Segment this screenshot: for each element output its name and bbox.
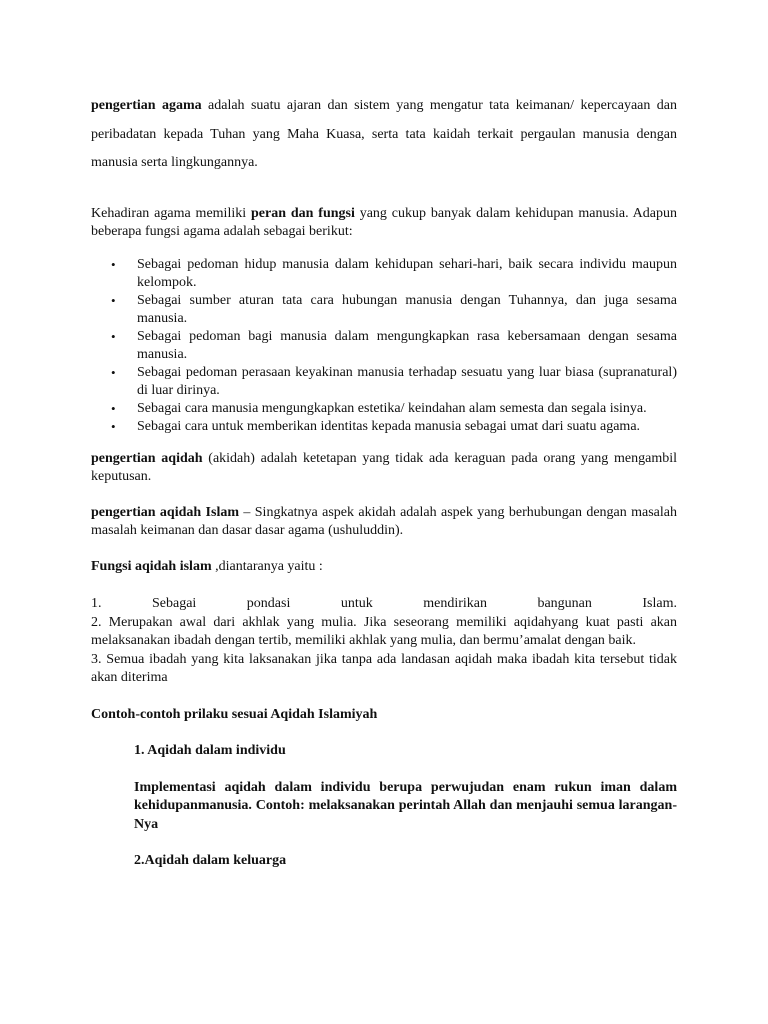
list-item: • Sebagai cara untuk memberikan identitas kepada manusia sebagai umat dari suatu agama.	[91, 418, 677, 436]
fungsi-agama-text-before: Kehadiran agama memiliki	[91, 205, 251, 221]
list-item: • Sebagai pedoman hidup manusia dalam kehidupan sehari-hari, baik secara individu maupun kelompok.	[91, 256, 677, 292]
term-pengertian-aqidah-islam: pengertian aqidah Islam	[91, 504, 240, 520]
item1-word: mendirikan	[423, 596, 487, 611]
numbered-item-2: 2. Merupakan awal dari akhlak yang mulia. Jika seseorang memiliki aqidahyang kuat pasti akan melaksanakan ibadah dengan tertib, memiliki akhlak yang mulia, dan bermu’amalat dengan baik.	[91, 614, 677, 648]
term-pengertian-agama: pengertian agama	[91, 98, 202, 113]
list-item: • Sebagai cara manusia mengungkapkan estetika/ keindahan alam semesta dan segala isinya.	[91, 400, 677, 418]
fungsi-agama-text-after: yang cukup banyak dalam kehidupan manusia. Adapun beberapa fungsi agama adalah sebagai berikut:	[91, 205, 677, 239]
numbered-item-1	[91, 595, 677, 614]
subheading-aqidah-individu: 1. Aqidah dalam individu	[134, 743, 286, 758]
paragraph-pengertian-aqidah	[91, 450, 677, 487]
item1-word: bangunan	[537, 596, 592, 611]
paragraph-fungsi-agama-intro	[91, 205, 677, 242]
paragraph-pengertian-aqidah-islam	[91, 504, 677, 541]
paragraph-fungsi-aqidah-heading	[91, 558, 677, 577]
item1-word: untuk	[340, 596, 373, 611]
fungsi-agama-list	[91, 256, 677, 436]
pengertian-aqidah-text: (akidah) adalah ketetapan yang tidak ada keraguan pada orang yang mengambil keputusan.	[91, 450, 677, 484]
paragraph-implementasi: Implementasi aqidah dalam individu berupa perwujudan enam rukun iman dalam kehidupanmanusia. Contoh: melaksanakan perintah Allah dan menjauhi semua larangan-Nya	[134, 779, 677, 832]
pengertian-aqidah-islam-text: – Singkatnya aspek akidah adalah aspek yang berhubungan dengan masalah masalah keimanan dan dasar dasar agama (ushuluddin).	[91, 504, 677, 538]
contoh-heading: Contoh-contoh prilaku sesuai Aqidah Islamiyah	[91, 706, 378, 722]
fungsi-aqidah-text: ,diantaranya yaitu :	[211, 558, 323, 574]
item1-word: pondasi	[246, 596, 291, 611]
list-item: • Sebagai pedoman bagi manusia dalam mengungkapkan rasa kebersamaan dengan sesama manusia.	[91, 328, 677, 364]
item1-word: Islam.	[642, 596, 677, 611]
numbered-item-3: 3. Semua ibadah yang kita laksanakan jika tanpa ada landasan aqidah maka ibadah kita tersebut tidak akan diterima	[91, 651, 677, 685]
term-peran-dan-fungsi: peran dan fungsi	[250, 205, 355, 221]
list-item: • Sebagai sumber aturan tata cara hubungan manusia dengan Tuhannya, dan juga sesama manusia.	[91, 292, 677, 328]
list-item: • Sebagai pedoman perasaan keyakinan manusia terhadap sesuatu yang luar biasa (supranatural) di luar dirinya.	[91, 364, 677, 400]
item1-word: 1.	[91, 596, 102, 611]
term-fungsi-aqidah-islam: Fungsi aqidah islam	[91, 558, 212, 574]
fungsi-aqidah-list	[91, 595, 677, 688]
document-body	[91, 92, 677, 871]
paragraph-pengertian-agama	[91, 92, 677, 178]
term-pengertian-aqidah: pengertian aqidah	[91, 450, 203, 466]
pengertian-agama-text: adalah suatu ajaran dan sistem yang mengatur tata keimanan/ kepercayaan dan peribadatan kepada Tuhan yang Maha Kuasa, serta tata kaidah terkait pergaulan manusia dengan manusia serta lingkungannya.	[91, 98, 678, 170]
item1-word: Sebagai	[151, 596, 197, 611]
subheading-aqidah-keluarga: 2.Aqidah dalam keluarga	[134, 853, 287, 868]
